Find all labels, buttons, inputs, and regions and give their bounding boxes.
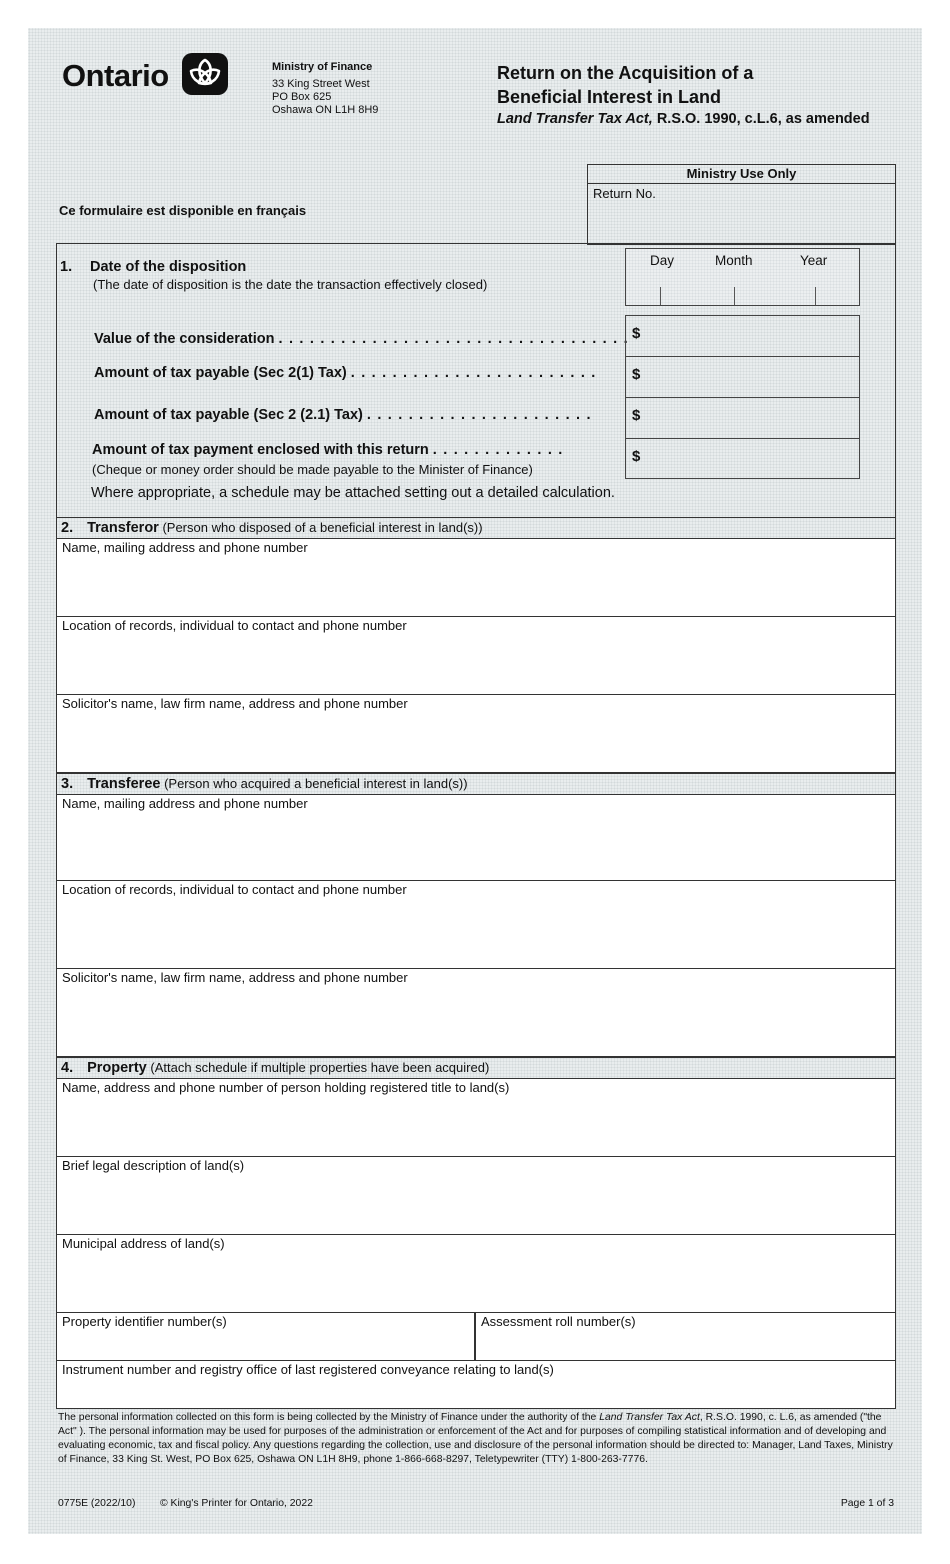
day-divider [660, 287, 661, 305]
section-1-number: 1. [60, 259, 73, 275]
form-code: 0775E (2022/10) [58, 1498, 136, 1509]
section-4-number: 4. [61, 1060, 74, 1076]
dollar-sign: $ [632, 366, 641, 383]
return-no-field[interactable] [588, 184, 895, 203]
title-line: Beneficial Interest in Land [497, 87, 722, 107]
section-2-header [56, 517, 896, 539]
ministry-name: Ministry of Finance [272, 61, 373, 73]
address-line: PO Box 625 [272, 91, 332, 103]
section-4-title: Property [87, 1060, 147, 1076]
transferor-records-location-field[interactable]: Location of records, individual to contact and phone number [56, 617, 896, 695]
consideration-label: Value of the consideration . . . . . . . . . . . . . . . . . . . . . . . . . . . . . . . . . . [94, 331, 629, 347]
french-availability-notice: Ce formulaire est disponible en français [59, 203, 307, 218]
title-holder-field[interactable]: Name, address and phone number of person holding registered title to land(s) [56, 1079, 896, 1157]
section-3-title: Transferee [87, 776, 161, 792]
date-of-disposition-label: Date of the disposition [90, 259, 247, 275]
act-name: Land Transfer Tax Act, [497, 111, 653, 127]
form-page [28, 28, 922, 1534]
year-divider [815, 287, 816, 305]
address-line: 33 King Street West [272, 78, 370, 90]
form-title [497, 61, 870, 129]
transferee-solicitor-field[interactable]: Solicitor's name, law firm name, address and phone number [56, 969, 896, 1057]
date-of-disposition-note: (The date of disposition is the date the transaction effectively closed) [93, 277, 488, 292]
transferor-name-address-field[interactable]: Name, mailing address and phone number [56, 539, 896, 617]
day-label: Day [650, 253, 675, 268]
copyright-notice: © King's Printer for Ontario, 2022 [160, 1498, 313, 1509]
ontario-logo-text: Ontario [62, 58, 169, 93]
month-divider [734, 287, 735, 305]
ministry-use-heading: Ministry Use Only [588, 165, 895, 184]
section-4-subtitle: (Attach schedule if multiple properties have been acquired) [150, 1060, 490, 1075]
transferee-records-location-field[interactable]: Location of records, individual to contact and phone number [56, 881, 896, 969]
section-3-header [56, 773, 896, 795]
payment-note: (Cheque or money order should be made payable to the Minister of Finance) [92, 462, 533, 477]
tax-payable-2-1-label: Amount of tax payable (Sec 2(1) Tax) . . . . . . . . . . . . . . . . . . . . . . . . [94, 365, 597, 381]
year-label: Year [800, 253, 828, 268]
ministry-use-box [587, 164, 896, 245]
act-citation: R.S.O. 1990, c.L.6, as amended [652, 111, 870, 127]
title-line: Return on the Acquisition of a [497, 63, 754, 83]
dollar-sign: $ [632, 407, 641, 424]
transferor-solicitor-field[interactable]: Solicitor's name, law firm name, address and phone number [56, 695, 896, 773]
privacy-notice: The personal information collected on this form is being collected by the Ministry of Finance under the authority of the Land Transfer Tax Act, R.S.O. 1990, c. L.6, as amended ("the Act" ). The personal information may be used for purposes of the administration or enforcement of the Act and for purposes of compiling statistical information and of developing and evaluating economic, tax and fiscal policy. Any questions regarding the collection, use and disclosure of the personal information should be directed to: Manager, Land Taxes, Ministry of Finance, 33 King St. West, PO Box 625, Oshawa ON L1H 8H9, phone 1-866-668-8297, Teletypewriter (TTY) 1-800-263-7776. [58, 1412, 893, 1465]
tax-payable-2-1-input[interactable] [625, 356, 860, 397]
dollar-sign: $ [632, 325, 641, 342]
property-identifier-field[interactable]: Property identifier number(s) [56, 1313, 475, 1361]
section-2-number: 2. [61, 520, 74, 536]
assessment-roll-field[interactable]: Assessment roll number(s) [475, 1313, 896, 1361]
section-2-title: Transferor [87, 520, 159, 536]
consideration-value-input[interactable] [625, 315, 860, 356]
section-4-header [56, 1057, 896, 1079]
transferee-name-address-field[interactable]: Name, mailing address and phone number [56, 795, 896, 881]
section-3-number: 3. [61, 776, 74, 792]
tax-payable-2-2-1-label: Amount of tax payable (Sec 2 (2.1) Tax) . . . . . . . . . . . . . . . . . . . . . . [94, 407, 592, 423]
instrument-registry-field[interactable]: Instrument number and registry office of last registered conveyance relating to land(s) [56, 1361, 896, 1409]
legal-description-field[interactable]: Brief legal description of land(s) [56, 1157, 896, 1235]
municipal-address-field[interactable]: Municipal address of land(s) [56, 1235, 896, 1313]
page-number: Page 1 of 3 [840, 1498, 894, 1509]
trillium-logo-icon [182, 53, 228, 95]
section-3-subtitle: (Person who acquired a beneficial interest in land(s)) [164, 776, 468, 791]
tax-payable-2-2-1-input[interactable] [625, 397, 860, 438]
act-reference [497, 109, 870, 129]
address-line: Oshawa ON L1H 8H9 [272, 104, 379, 116]
schedule-note: Where appropriate, a schedule may be attached setting out a detailed calculation. [91, 485, 615, 501]
section-2-subtitle: (Person who disposed of a beneficial interest in land(s)) [162, 520, 483, 535]
date-of-disposition-input[interactable] [625, 248, 860, 306]
return-no-label: Return No. [593, 186, 656, 201]
month-label: Month [715, 253, 753, 268]
ministry-address [272, 61, 378, 117]
tax-payment-enclosed-input[interactable] [625, 438, 860, 479]
tax-payment-enclosed-label: Amount of tax payment enclosed with this return . . . . . . . . . . . . . [92, 442, 564, 458]
dollar-sign: $ [632, 448, 641, 465]
